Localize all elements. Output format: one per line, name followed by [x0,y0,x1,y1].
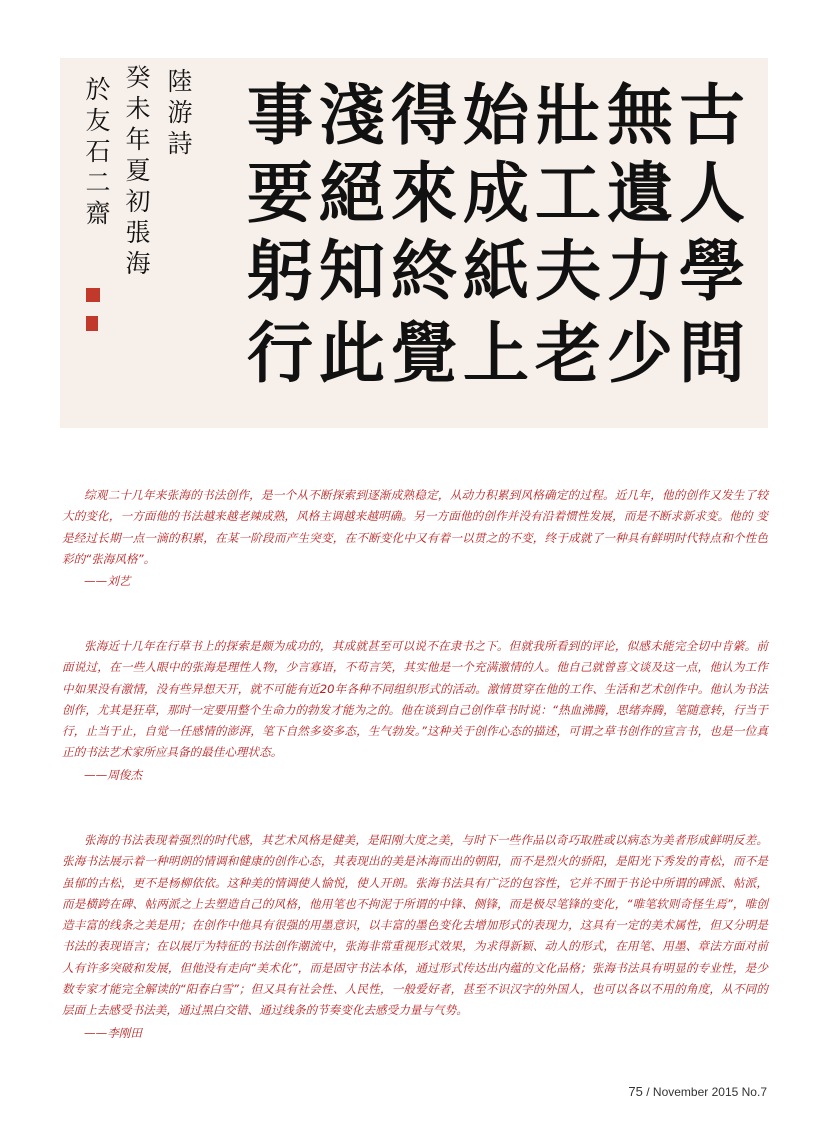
inscription-character: 初 [125,187,151,216]
calligraphy-character: 壯 [535,76,601,154]
essay-author: ——周俊杰 [84,767,142,782]
red-seal-icon [86,316,98,331]
calligraphy-character: 終 [391,232,457,310]
inscription-character: 齋 [85,199,111,228]
calligraphy-svg [60,58,768,428]
calligraphy-character: 遺 [607,154,673,232]
inscription-character: 陸 [167,67,193,96]
calligraphy-character: 要 [247,154,313,232]
calligraphy-character: 問 [679,314,745,392]
inscription-character: 石 [85,137,111,166]
calligraphy-character: 知 [319,232,385,310]
inscription-character: 游 [167,98,193,127]
essay-section-2 [62,636,768,786]
calligraphy-character: 覺 [391,314,457,392]
red-seal-icon [86,288,100,302]
calligraphy-character: 少 [607,314,673,392]
calligraphy-character: 古 [679,76,745,154]
inscription-character: 夏 [125,156,151,185]
calligraphy-character: 學 [679,232,745,310]
inscription-character: 年 [125,125,151,154]
essay-paragraph: 张海近十几年在行草书上的探索是颇为成功的，其成就甚至可以说不在隶书之下。但就我所看到的评论，似感未能完全切中肯綮。前面说过，在一些人眼中的张海是理性人物，少言寡语，不苟言笑，其实他是一个充满激情的人。他自己就曾喜文谈及这一点，他认为工作中如果没有激情，没有些异想天开，就不可能有近20年各种不同组织形式的活动。激情贯穿在他的工作、生活和艺术创作中。他认为书法创作，尤其是狂草，那时一定要用整个生命力的勃发才能为之的。他在谈到自己创作草书时说：“热血沸腾，思绪奔腾，笔随意转，行当于行，止当于止，自觉一任感情的澎湃，笔下自然多姿多态，生气勃发。”这种关于创作心态的描述，可谓之草书创作的宣言书，也是一位真正的书法艺术家所应具备的最佳心理状态。 [62,639,768,760]
essay-paragraph: 综观二十几年来张海的书法创作，是一个从不断探索到逐渐成熟稳定，从动力积累到风格确定的过程。近几年，他的创作又发生了较大的变化，一方面他的书法越来越老辣成熟，风格主调越来越明确。另一方面他的创作并没有沿着惯性发展，而是不断求新求变。他的 变是经过长期一点一滴的积累，在某一阶段而产生突变，在不断变化中又有着一以贯之的不变，终于成就了一种具有鲜明时代特点和个性色彩的“张海风格”。 [62,488,768,566]
inscription-character: 癸 [125,63,151,92]
calligraphy-artwork [60,58,768,428]
calligraphy-character: 人 [679,154,745,232]
inscription-character: 友 [85,106,111,135]
inscription-character: 於 [85,75,111,104]
issue-label: November 2015 No.7 [652,1085,767,1099]
calligraphy-character: 來 [391,154,457,232]
inscription-character: 未 [125,94,151,123]
essay-paragraph: 张海的书法表现着强烈的时代感，其艺术风格是健美，是阳刚大度之美，与时下一些作品以奇巧取胜或以病态为美者形成鲜明反差。张海书法展示着一种明朗的情调和健康的创作心态，其表现出的美是沐海而出的朝阳，而不是烈火的骄阳，是阳光下秀发的青松，而不是虽郁的古松，更不是杨柳依依。这种美的情调使人愉悦，使人开朗。张海书法具有广泛的包容性，它并不囿于书论中所谓的碑派、帖派，而是横跨在碑、帖两派之上去塑造自己的风格，他用笔也不拘泥于所谓的中锋、侧锋，而是极尽笔锋的变化，“唯笔软则奇怪生焉”，唯创造丰富的线条之美是用；在创作中他具有很强的用墨意识，以丰富的墨色变化去增加形式的表现力，这具有一定的美术属性，但又分明是书法的表现语言；在以展厅为特征的书法创作潮流中，张海非常重视形式效果，为求得新颖、动人的形式，在用笔、用墨、章法方面对前人有许多突破和发展，但他没有走向“美术化”，而是固守书法本体，通过形式传达出内蕴的文化品格；张海书法具有明显的专业性，是少数专家才能完全解读的“阳春白雪”；但又具有社会性、人民性，一般爱好者，甚至不识汉字的外国人，也可以各以不用的角度，从不同的层面上去感受书法美，通过黑白交错、通过线条的节奏变化去感受力量与气势。 [62,833,768,1018]
calligraphy-character: 絕 [319,154,385,232]
calligraphy-character: 上 [463,314,529,392]
calligraphy-character: 始 [463,76,529,154]
page-footer [628,1084,767,1099]
calligraphy-character: 此 [319,314,385,392]
calligraphy-character: 躬 [247,232,313,310]
calligraphy-character: 老 [535,314,601,392]
essay-section-1 [62,485,768,592]
essay-author: ——李刚田 [84,1025,142,1040]
calligraphy-character: 淺 [319,76,385,154]
calligraphy-character: 無 [607,76,673,154]
inscription-character: 詩 [167,129,193,158]
inscription-character: 二 [85,168,111,197]
page-number: 75 [628,1084,643,1099]
inscription-character: 張 [125,218,151,247]
calligraphy-character: 事 [247,76,313,154]
calligraphy-character: 紙 [463,232,529,310]
calligraphy-character: 工 [535,154,601,232]
calligraphy-character: 成 [463,154,529,232]
calligraphy-character: 得 [391,76,457,154]
essay-section-3 [62,830,768,1044]
footer-separator: / [646,1085,650,1099]
essay-author: ——刘艺 [84,574,131,589]
calligraphy-character: 行 [247,314,313,392]
calligraphy-character: 夫 [535,232,601,310]
inscription-character: 海 [125,249,151,278]
calligraphy-character: 力 [607,232,673,310]
